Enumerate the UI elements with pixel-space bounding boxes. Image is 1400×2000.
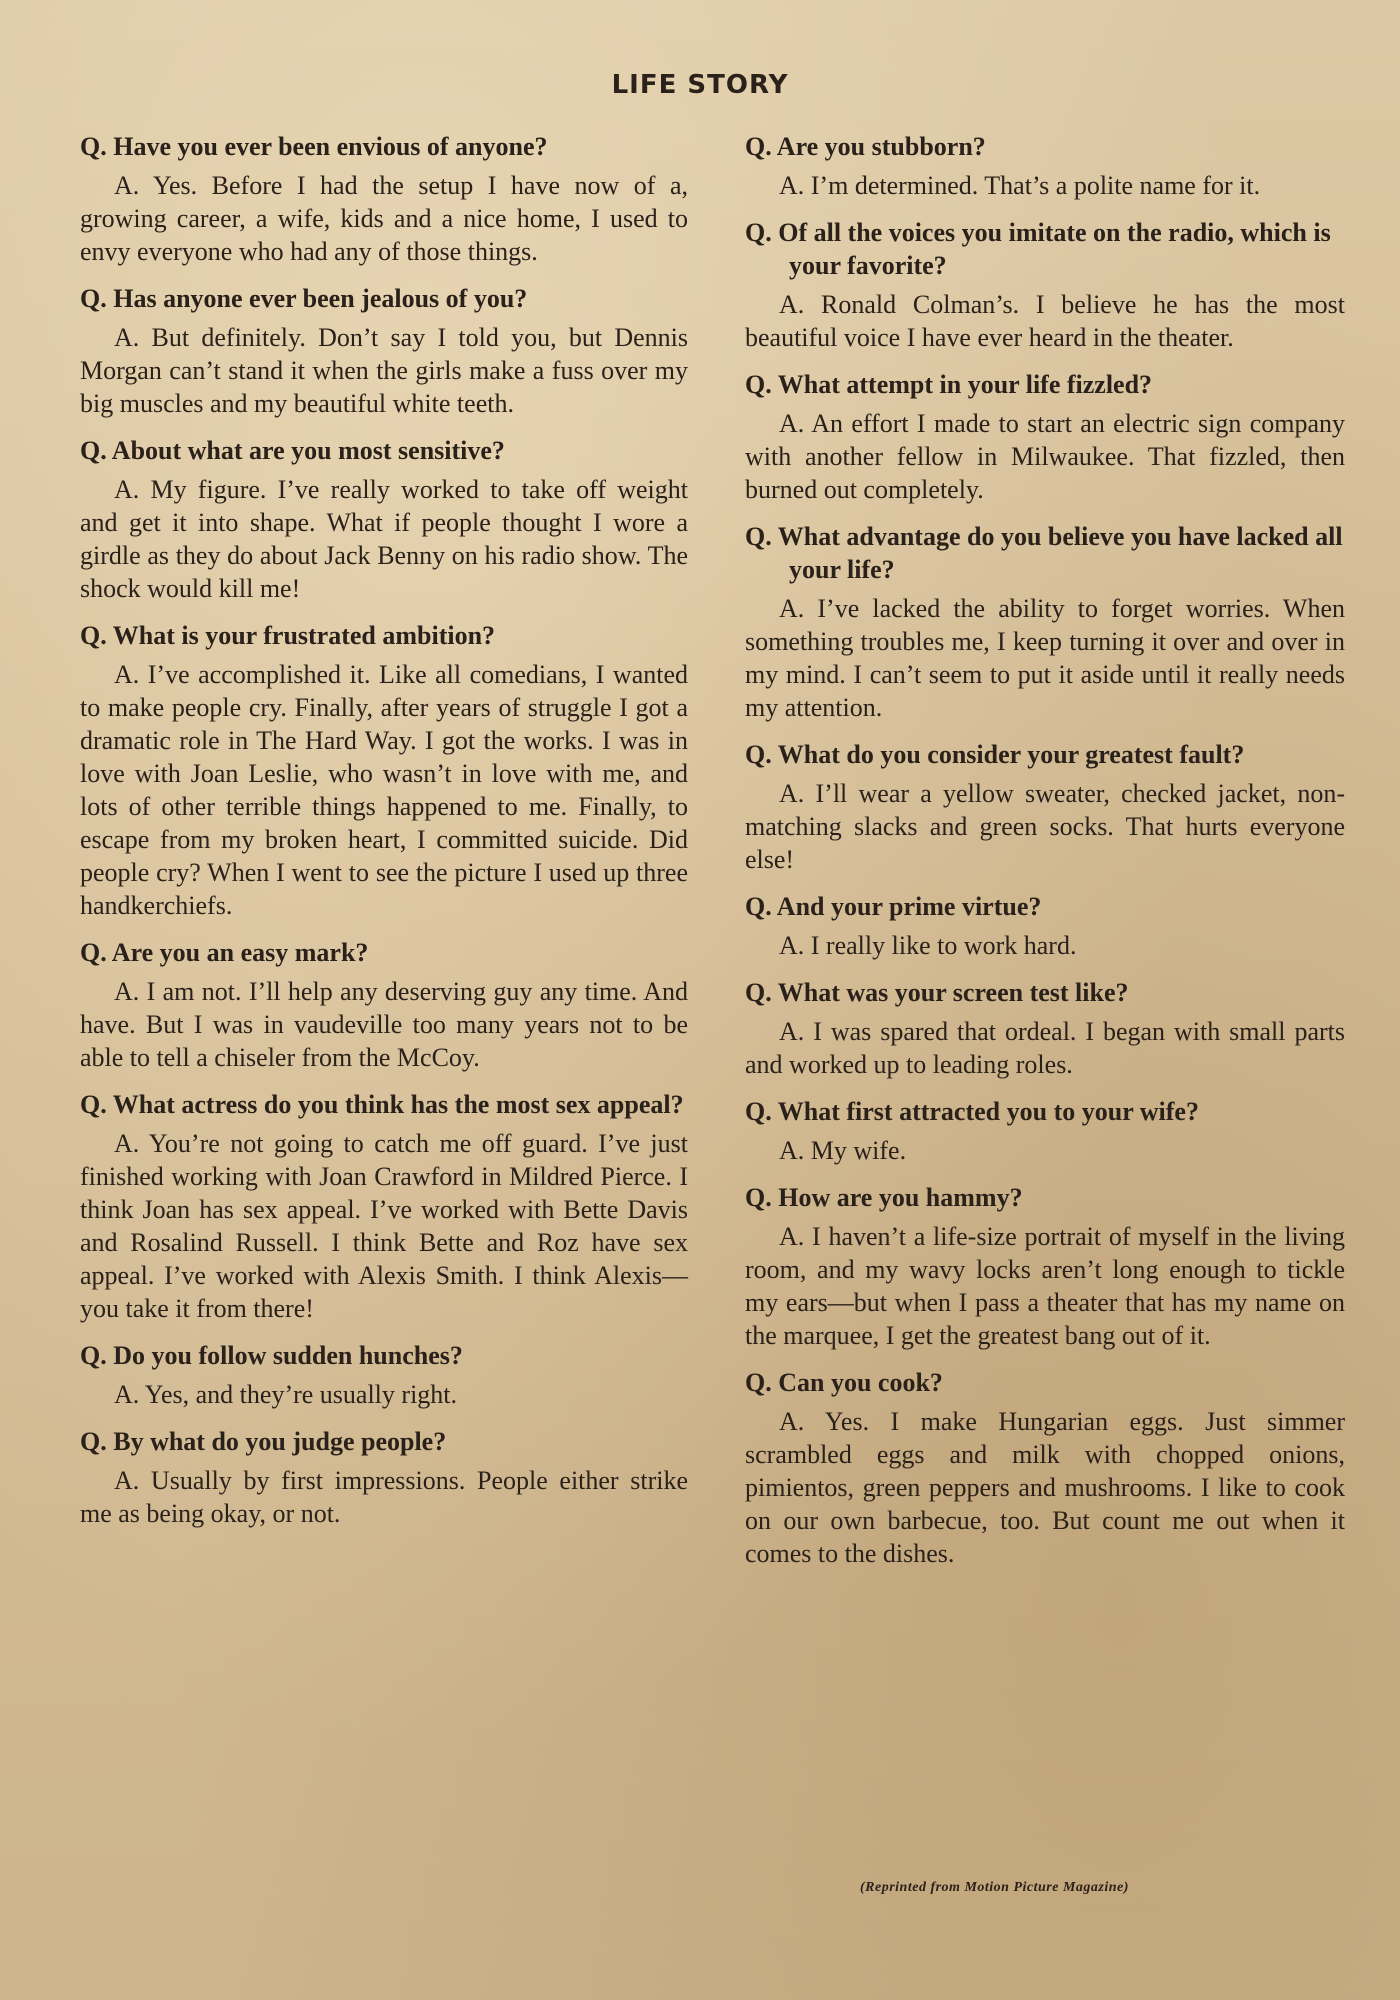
answer: A. I’m determined. That’s a polite name for it. — [779, 171, 1261, 200]
left-column — [80, 130, 688, 1530]
question: Q. Have you ever been envious of anyone? — [80, 132, 548, 161]
qa-item — [745, 130, 1345, 202]
answer: A. Yes, and they’re usually right. — [114, 1380, 458, 1409]
answer: A. You’re not going to catch me off guard. I’ve just finished working with Joan Crawford in Mildred Pierce. I think Joan has sex appeal. I’ve worked with Bette Davis and Rosalind Russell. I think Bette and Roz have sex appeal. I’ve worked with Alexis Smith. I think Alexis—you take it from there! — [80, 1129, 688, 1323]
qa-item — [80, 282, 688, 420]
question: Q. Are you an easy mark? — [80, 938, 369, 967]
answer: A. Yes. I make Hungarian eggs. Just simmer scrambled eggs and milk with chopped onions, pimientos, green peppers and mushrooms. I like to cook on our own barbecue, too. But count me out when it comes to the dishes. — [745, 1407, 1345, 1568]
qa-item — [745, 976, 1345, 1081]
question: Q. And your prime virtue? — [745, 892, 1042, 921]
answer: A. An effort I made to start an electric sign company with another fellow in Milwaukee. That fizzled, then burned out completely. — [745, 409, 1345, 504]
question: Q. What was your screen test like? — [745, 978, 1129, 1007]
qa-item — [80, 1425, 688, 1530]
answer: A. I’ll wear a yellow sweater, checked jacket, non-matching slacks and green socks. That hurts everyone else! — [745, 779, 1345, 874]
question: Q. How are you hammy? — [745, 1183, 1023, 1212]
qa-item — [745, 1181, 1345, 1352]
answer: A. Ronald Colman’s. I believe he has the most beautiful voice I have ever heard in the theater. — [745, 290, 1345, 352]
page-header: LIFE STORY — [611, 70, 789, 100]
qa-item — [80, 619, 688, 922]
question: Q. Do you follow sudden hunches? — [80, 1341, 463, 1370]
qa-item — [745, 890, 1345, 962]
reprint-credit: (Reprinted from Motion Picture Magazine) — [860, 1880, 1129, 1895]
qa-item — [745, 216, 1345, 354]
qa-item — [745, 1095, 1345, 1167]
answer: A. I was spared that ordeal. I began with small parts and worked up to leading roles. — [745, 1017, 1345, 1079]
question: Q. About what are you most sensitive? — [80, 436, 505, 465]
answer: A. I’ve lacked the ability to forget worries. When something troubles me, I keep turning it over and over in my mind. I can’t seem to put it aside until it really needs my attention. — [745, 594, 1345, 722]
answer: A. My figure. I’ve really worked to take off weight and get it into shape. What if people thought I wore a girdle as they do about Jack Benny on his radio show. The shock would kill me! — [80, 475, 688, 603]
answer: A. I haven’t a life-size portrait of myself in the living room, and my wavy locks aren’t long enough to tickle my ears—but when I pass a theater that has my name on the marquee, I get the greatest bang out of it. — [745, 1222, 1345, 1350]
answer: A. Usually by first impressions. People either strike me as being okay, or not. — [80, 1466, 688, 1528]
answer: A. Yes. Before I had the setup I have now of a, growing career, a wife, kids and a nice home, I used to envy everyone who had any of those things. — [80, 171, 688, 266]
question: Q. By what do you judge people? — [80, 1427, 447, 1456]
answer: A. I’ve accomplished it. Like all comedians, I wanted to make people cry. Finally, after years of struggle I got a dramatic role in The Hard Way. I got the works. I was in love with Joan Leslie, who wasn’t in love with me, and lots of other terrible things happened to me. Finally, to escape from my broken heart, I committed suicide. Did people cry? When I went to see the picture I used up three handkerchiefs. — [80, 660, 688, 920]
qa-item — [80, 1339, 688, 1411]
question: Q. What actress do you think has the most sex appeal? — [80, 1090, 684, 1119]
qa-item — [745, 520, 1345, 724]
qa-item — [80, 1088, 688, 1325]
question: Q. Are you stubborn? — [745, 132, 986, 161]
qa-item — [745, 738, 1345, 876]
question: Q. What first attracted you to your wife? — [745, 1097, 1199, 1126]
question: Q. Can you cook? — [745, 1368, 943, 1397]
qa-item — [80, 434, 688, 605]
question: Q. What is your frustrated ambition? — [80, 621, 496, 650]
question: Q. What attempt in your life fizzled? — [745, 370, 1153, 399]
qa-item — [745, 1366, 1345, 1570]
answer: A. My wife. — [779, 1136, 907, 1165]
answer: A. I really like to work hard. — [779, 931, 1077, 960]
qa-item — [80, 936, 688, 1074]
question: Q. Has anyone ever been jealous of you? — [80, 284, 528, 313]
question: Q. What do you consider your greatest fault? — [745, 740, 1245, 769]
answer: A. But definitely. Don’t say I told you, but Dennis Morgan can’t stand it when the girls make a fuss over my big muscles and my beautiful white teeth. — [80, 323, 688, 418]
right-column — [745, 130, 1345, 1570]
qa-item — [745, 368, 1345, 506]
question: Q. Of all the voices you imitate on the radio, which is your favorite? — [745, 218, 1331, 280]
answer: A. I am not. I’ll help any deserving guy any time. And have. But I was in vaudeville too many years not to be able to tell a chiseler from the McCoy. — [80, 977, 688, 1072]
question: Q. What advantage do you believe you have lacked all your life? — [745, 522, 1343, 584]
qa-item — [80, 130, 688, 268]
